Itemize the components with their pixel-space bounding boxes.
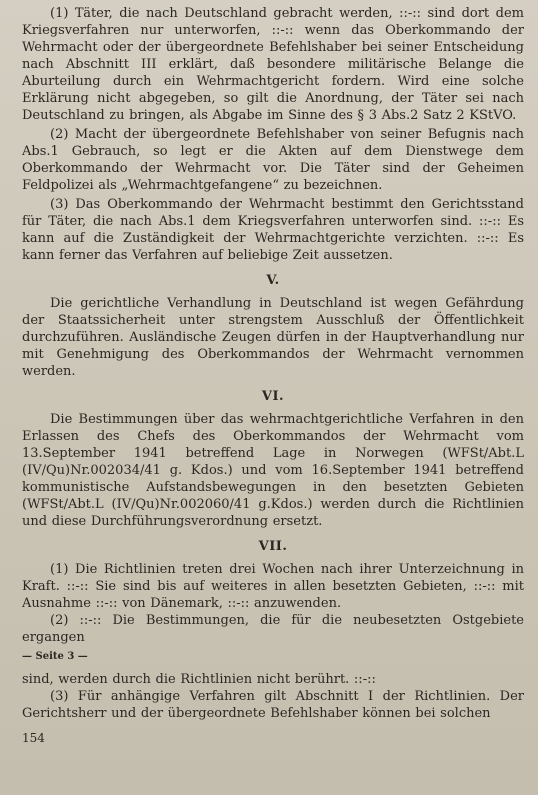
paragraph-vii-1: (1) Die Richtlinien treten drei Wochen nach ihrer Unterzeichnung in Kraft. ::-:: Sie sind bis auf weiteres in allen besetzten Gebieten, ::-:: mit Ausnahme ::-:: von Dänemark, ::-:: anzuwenden.: [22, 562, 524, 611]
section-heading-v: V.: [266, 273, 280, 288]
paragraph-v-1: Die gerichtliche Verhandlung in Deutschland ist wegen Gefährdung der Staatssicherheit unter strengstem Ausschluß der Öffentlichkeit durchzuführen. Ausländische Zeugen dürfen in der Hauptverhandlung nur mit Genehmigung des Oberkommandos der Wehrmacht vernommen werden.: [22, 296, 524, 379]
section-heading-vii: VII.: [258, 539, 288, 554]
page-number: 154: [22, 731, 45, 745]
paragraph-continued-1: sind, werden durch die Richtlinien nicht berührt. ::-::: [22, 672, 376, 687]
paragraph-vii-2: (2) ::-:: Die Bestimmungen, die für die neubesetzten Ostgebiete ergangen: [22, 613, 524, 645]
paragraph-2: (2) Macht der übergeordnete Befehlshaber von seiner Befugnis nach Abs.1 Gebrauch, so legt er die Akten auf dem Dienstwege dem Oberkommando der Wehrmacht vor. Die Täter sind der Geheimen Feldpolizei als „Wehrmachtgefangene“ zu bezeichnen.: [22, 127, 524, 193]
paragraph-3: (3) Das Oberkommando der Wehrmacht bestimmt den Gerichtsstand für Täter, die nach Abs.1 dem Kriegsverfahren unterworfen sind. ::-:: Es kann auf die Zuständigkeit der Wehrmachtgerichte verzichten. ::-:: Es kann ferner das Verfahren auf beliebige Zeit aussetzen.: [22, 197, 524, 263]
paragraph-vi-1: Die Bestimmungen über das wehrmachtgerichtliche Verfahren in den Erlassen des Chefs des Oberkommandos der Wehrmacht vom 13.September 1941 betreffend Lage in Norwegen (WFSt/Abt.L (IV/Qu)Nr.002034/41 g. Kdos.) und vom 16.September 1941 betreffend kommunistische Aufstandsbewegungen in den besetzten Gebieten (WFSt/Abt.L (IV/Qu)Nr.002060/41 g.Kdos.) werden durch die Richtlinien und diese Durchführungsverordnung ersetzt.: [22, 412, 524, 529]
paragraph-continued-2: (3) Für anhängige Verfahren gilt Abschnitt I der Richtlinien. Der Gerichtsherr und der übergeordnete Befehlshaber können bei solchen: [22, 689, 524, 721]
page-break-marker: — Seite 3 —: [22, 651, 88, 662]
section-heading-vi: VI.: [261, 389, 285, 404]
paragraph-1: (1) Täter, die nach Deutschland gebracht werden, ::-:: sind dort dem Kriegsverfahren nur unterworfen, ::-:: wenn das Oberkommando der Wehrmacht oder der übergeordnete Befehlshaber bei seiner Entscheidung nach Abschnitt III erklärt, daß besondere militärische Belange die Aburteilung durch ein Wehrmachtgericht fordern. Wird eine solche Erklärung nicht abgegeben, so gilt die Anordnung, der Täter sei nach Deutschland zu bringen, als Abgabe im Sinne des § 3 Abs.2 Satz 2 KStVO.: [22, 6, 524, 123]
